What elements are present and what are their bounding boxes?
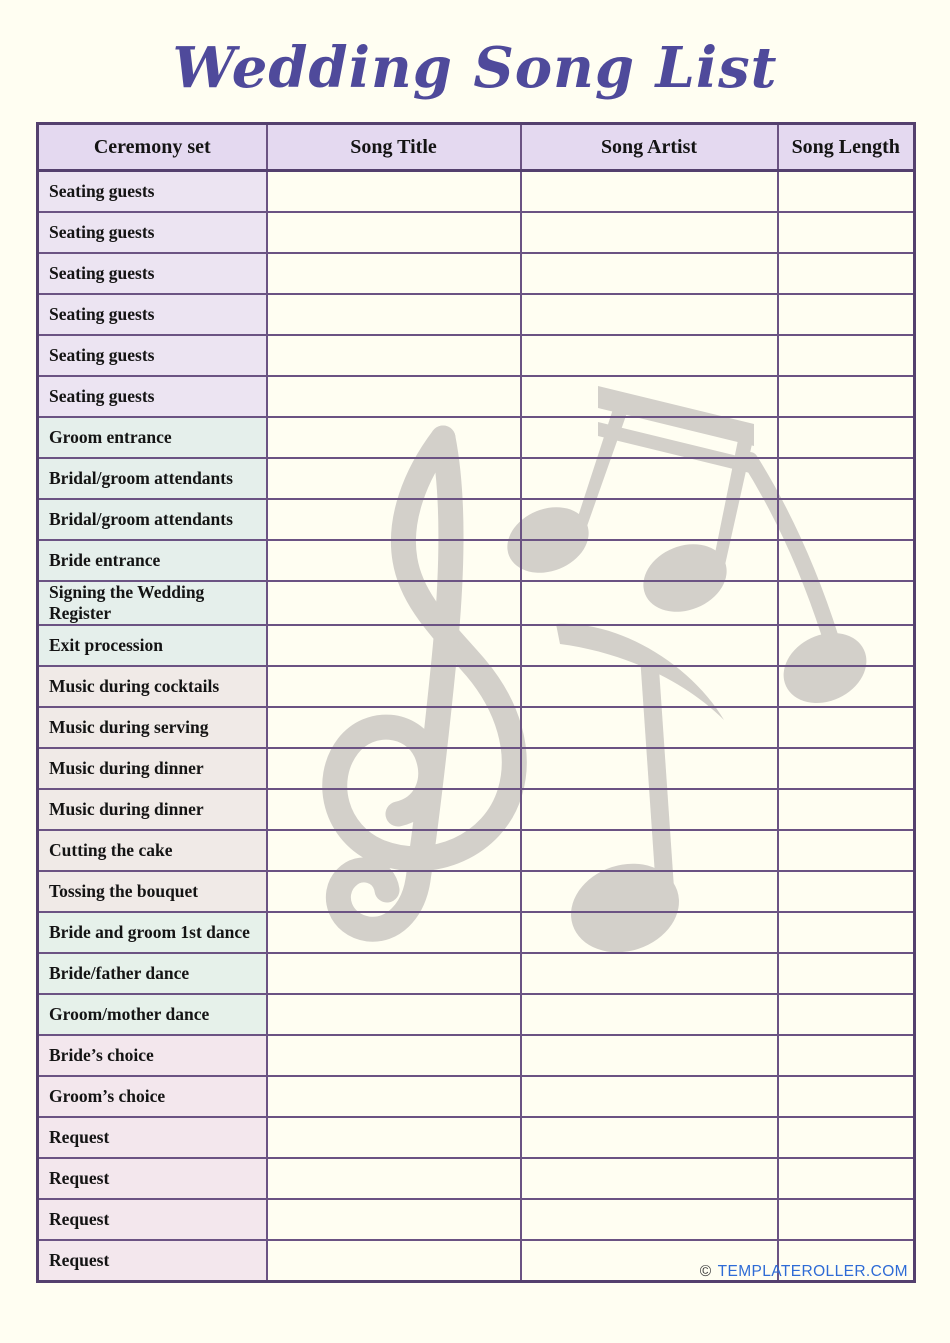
song-length-cell — [778, 994, 915, 1035]
song-title-cell — [267, 830, 521, 871]
table-row — [38, 830, 915, 871]
song-length-cell — [778, 666, 915, 707]
ceremony-set-cell: Request — [38, 1117, 267, 1158]
ceremony-set-cell: Music during dinner — [38, 789, 267, 830]
song-artist-cell — [521, 171, 778, 213]
song-length-cell — [778, 294, 915, 335]
ceremony-set-cell: Bride/father dance — [38, 953, 267, 994]
ceremony-set-cell: Request — [38, 1240, 267, 1282]
song-title-cell — [267, 912, 521, 953]
table-row — [38, 789, 915, 830]
song-title-cell — [267, 581, 521, 625]
footer — [700, 1263, 908, 1281]
ceremony-set-cell: Bride entrance — [38, 540, 267, 581]
ceremony-set-cell: Seating guests — [38, 335, 267, 376]
song-title-cell — [267, 499, 521, 540]
song-title-cell — [267, 294, 521, 335]
song-length-cell — [778, 171, 915, 213]
table-row — [38, 1158, 915, 1199]
song-title-cell — [267, 212, 521, 253]
ceremony-set-cell: Seating guests — [38, 253, 267, 294]
song-title-cell — [267, 1199, 521, 1240]
table-row — [38, 499, 915, 540]
song-title-cell — [267, 335, 521, 376]
table-row — [38, 1076, 915, 1117]
song-artist-cell — [521, 1076, 778, 1117]
ceremony-set-cell: Music during dinner — [38, 748, 267, 789]
song-length-cell — [778, 1076, 915, 1117]
ceremony-set-cell: Signing the Wedding Register — [38, 581, 267, 625]
song-artist-cell — [521, 212, 778, 253]
song-title-cell — [267, 458, 521, 499]
song-artist-cell — [521, 1035, 778, 1076]
ceremony-set-cell: Tossing the bouquet — [38, 871, 267, 912]
table-row — [38, 376, 915, 417]
song-title-cell — [267, 1035, 521, 1076]
song-artist-cell — [521, 1199, 778, 1240]
song-length-cell — [778, 953, 915, 994]
song-title-cell — [267, 871, 521, 912]
song-artist-cell — [521, 625, 778, 666]
templateroller-link[interactable]: TEMPLATEROLLER.COM — [717, 1263, 908, 1280]
song-title-cell — [267, 994, 521, 1035]
ceremony-set-cell: Bride’s choice — [38, 1035, 267, 1076]
song-title-cell — [267, 1158, 521, 1199]
ceremony-set-cell: Bridal/groom attendants — [38, 499, 267, 540]
song-length-cell — [778, 1199, 915, 1240]
song-title-cell — [267, 253, 521, 294]
song-artist-cell — [521, 294, 778, 335]
table-row — [38, 335, 915, 376]
table-row — [38, 417, 915, 458]
table-row — [38, 212, 915, 253]
ceremony-set-cell: Bridal/groom attendants — [38, 458, 267, 499]
song-length-cell — [778, 871, 915, 912]
ceremony-set-cell: Request — [38, 1199, 267, 1240]
ceremony-set-cell: Seating guests — [38, 294, 267, 335]
song-length-cell — [778, 1117, 915, 1158]
song-length-cell — [778, 253, 915, 294]
song-length-cell — [778, 789, 915, 830]
table-row — [38, 912, 915, 953]
table-row — [38, 1199, 915, 1240]
table-row — [38, 1035, 915, 1076]
table-row — [38, 581, 915, 625]
song-title-cell — [267, 376, 521, 417]
table-row — [38, 540, 915, 581]
ceremony-set-cell: Seating guests — [38, 212, 267, 253]
table-row — [38, 994, 915, 1035]
song-length-cell — [778, 748, 915, 789]
song-artist-cell — [521, 789, 778, 830]
song-artist-cell — [521, 1158, 778, 1199]
table-header-row — [38, 124, 915, 171]
table-row — [38, 666, 915, 707]
song-artist-cell — [521, 417, 778, 458]
table-row — [38, 294, 915, 335]
song-length-cell — [778, 830, 915, 871]
song-length-cell — [778, 376, 915, 417]
header-song-length: Song Length — [778, 124, 915, 171]
song-title-cell — [267, 748, 521, 789]
song-length-cell — [778, 417, 915, 458]
song-artist-cell — [521, 830, 778, 871]
song-title-cell — [267, 789, 521, 830]
song-title-cell — [267, 625, 521, 666]
song-length-cell — [778, 212, 915, 253]
song-artist-cell — [521, 499, 778, 540]
song-artist-cell — [521, 953, 778, 994]
ceremony-set-cell: Exit procession — [38, 625, 267, 666]
song-title-cell — [267, 1076, 521, 1117]
song-artist-cell — [521, 871, 778, 912]
song-artist-cell — [521, 540, 778, 581]
table-row — [38, 748, 915, 789]
header-ceremony-set: Ceremony set — [38, 124, 267, 171]
table-row — [38, 953, 915, 994]
ceremony-set-cell: Seating guests — [38, 171, 267, 213]
table-row — [38, 253, 915, 294]
ceremony-set-cell: Groom’s choice — [38, 1076, 267, 1117]
song-artist-cell — [521, 376, 778, 417]
song-title-cell — [267, 953, 521, 994]
song-artist-cell — [521, 748, 778, 789]
song-length-cell — [778, 625, 915, 666]
ceremony-set-cell: Bride and groom 1st dance — [38, 912, 267, 953]
song-artist-cell — [521, 1117, 778, 1158]
song-length-cell — [778, 707, 915, 748]
ceremony-set-cell: Cutting the cake — [38, 830, 267, 871]
song-artist-cell — [521, 707, 778, 748]
song-length-cell — [778, 1158, 915, 1199]
song-length-cell — [778, 581, 915, 625]
song-artist-cell — [521, 994, 778, 1035]
header-song-artist: Song Artist — [521, 124, 778, 171]
song-length-cell — [778, 499, 915, 540]
song-artist-cell — [521, 581, 778, 625]
song-title-cell — [267, 540, 521, 581]
song-length-cell — [778, 912, 915, 953]
song-title-cell — [267, 1117, 521, 1158]
song-list-table — [36, 122, 916, 1283]
song-title-cell — [267, 666, 521, 707]
song-title-cell — [267, 1240, 521, 1282]
table-row — [38, 871, 915, 912]
song-title-cell — [267, 417, 521, 458]
song-length-cell — [778, 540, 915, 581]
table-row — [38, 707, 915, 748]
song-artist-cell — [521, 458, 778, 499]
song-artist-cell — [521, 666, 778, 707]
ceremony-set-cell: Music during serving — [38, 707, 267, 748]
page-title: Wedding Song List — [172, 35, 778, 101]
song-title-cell — [267, 707, 521, 748]
song-length-cell — [778, 1035, 915, 1076]
table-row — [38, 458, 915, 499]
song-artist-cell — [521, 253, 778, 294]
table-row — [38, 625, 915, 666]
copyright-symbol: © — [699, 1263, 712, 1280]
song-length-cell — [778, 458, 915, 499]
song-title-cell — [267, 171, 521, 213]
ceremony-set-cell: Request — [38, 1158, 267, 1199]
ceremony-set-cell: Music during cocktails — [38, 666, 267, 707]
table-row — [38, 171, 915, 213]
table-body — [38, 171, 915, 1282]
song-artist-cell — [521, 335, 778, 376]
ceremony-set-cell: Groom/mother dance — [38, 994, 267, 1035]
table-row — [38, 1117, 915, 1158]
song-length-cell — [778, 335, 915, 376]
ceremony-set-cell: Seating guests — [38, 376, 267, 417]
header-song-title: Song Title — [267, 124, 521, 171]
song-artist-cell — [521, 912, 778, 953]
ceremony-set-cell: Groom entrance — [38, 417, 267, 458]
